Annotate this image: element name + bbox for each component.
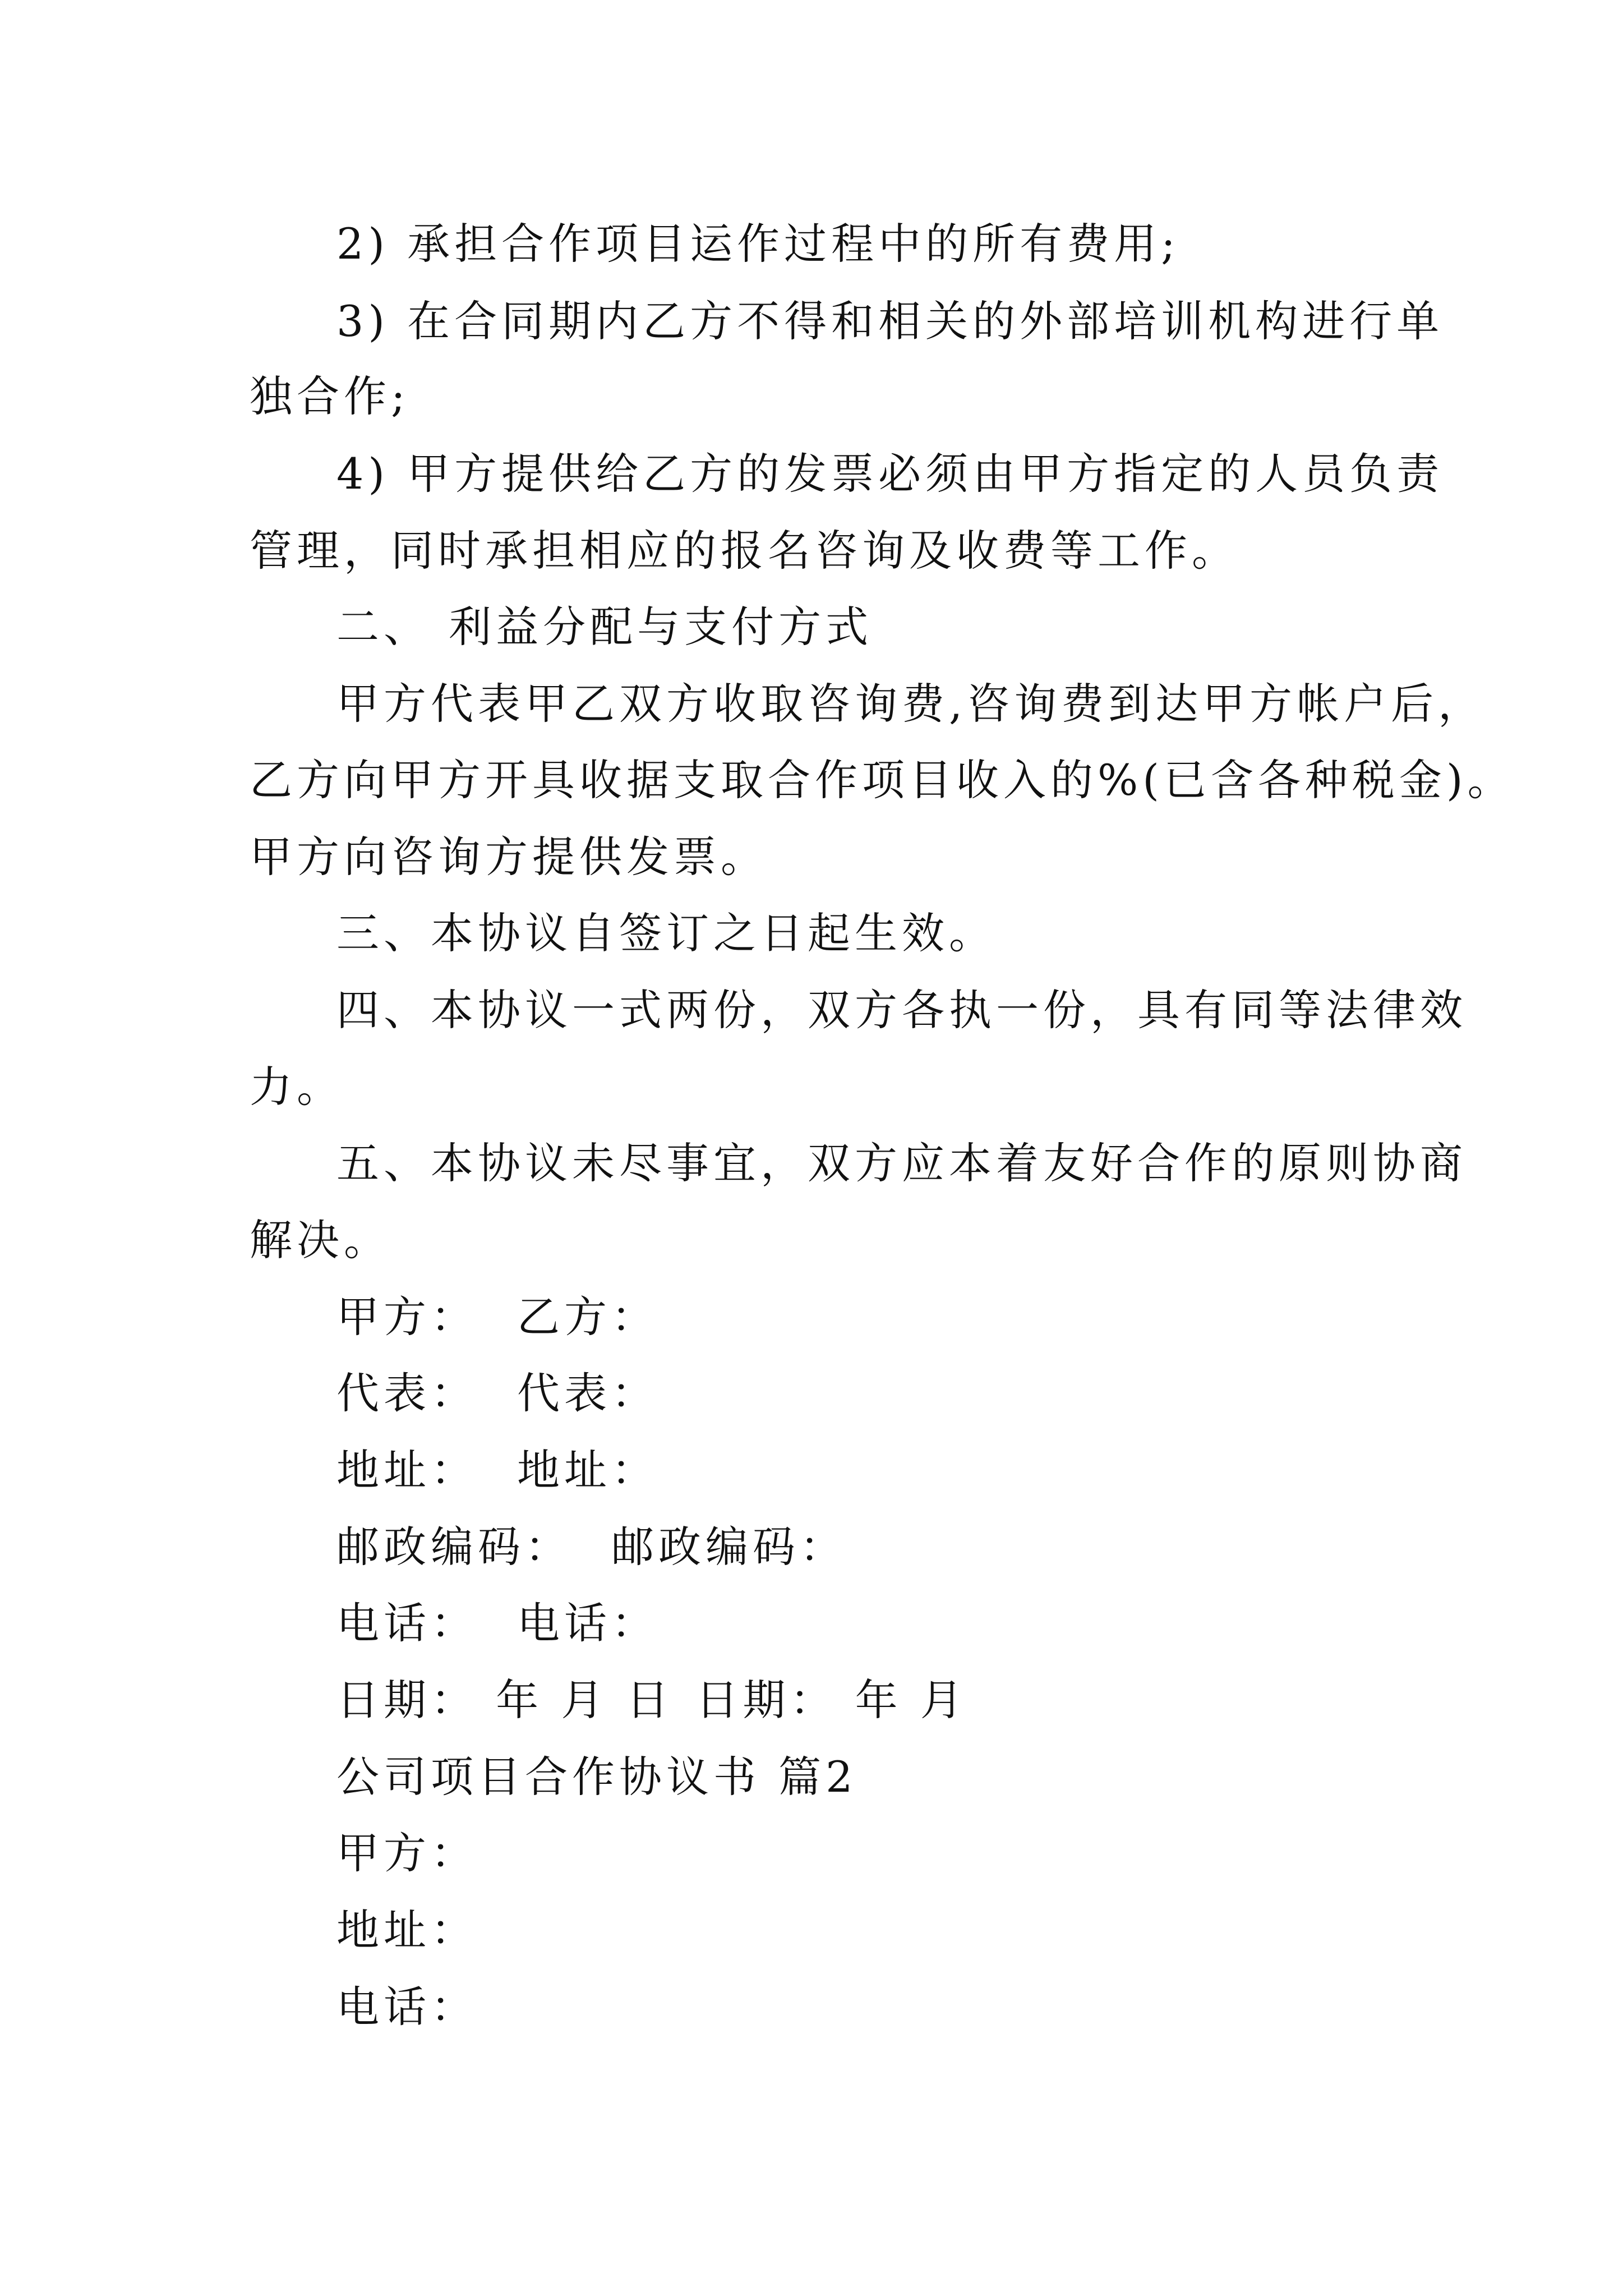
section2-title: 公司项目合作协议书 篇2 [336, 1752, 857, 1802]
clause-line-11: 力。 [250, 1062, 344, 1112]
address-a-label: 地址： [336, 1445, 478, 1495]
phone-a-label: 电话： [336, 1598, 478, 1648]
clause-line-9: 三、本协议自签订之日起生效。 [336, 908, 996, 958]
section2-phone: 电话： [336, 1982, 478, 2032]
section2-party-a: 甲方： [336, 1828, 478, 1878]
signature-address-row [336, 1442, 1481, 1498]
signature-rep-row [336, 1365, 1481, 1421]
rep-a-label: 代表： [336, 1368, 478, 1418]
signature-zip-row [336, 1519, 1481, 1575]
zip-a-label: 邮政编码： [336, 1522, 572, 1572]
party-a-label: 甲方： [336, 1292, 478, 1342]
clause-line-5: 管理，同时承担相应的报名咨询及收费等工作。 [250, 526, 1239, 576]
section2-address: 地址： [336, 1905, 478, 1955]
clause-line-3: 独合作; [250, 371, 410, 421]
signature-phone-row [336, 1595, 1481, 1651]
clause-line-7: 乙方向甲方开具收据支取合作项目收入的%(已含各种税金)。 [250, 755, 1515, 805]
zip-b-label: 邮政编码： [611, 1522, 847, 1572]
clause-line-6: 甲方代表甲乙双方收取咨询费,咨询费到达甲方帐户后， [336, 679, 1486, 729]
party-b-label: 乙方： [517, 1292, 658, 1342]
clause-line-8: 甲方向咨询方提供发票。 [250, 832, 768, 882]
date-a-label: 日期： 年 月 日 [336, 1675, 674, 1725]
section-heading-profit: 二、 利益分配与支付方式 [336, 602, 873, 652]
clause-line-4: 4) 甲方提供给乙方的发票必须由甲方指定的人员负责 [336, 449, 1444, 499]
signature-party-row [336, 1289, 1481, 1345]
clause-line-1: 2) 承担合作项目运作过程中的所有费用; [336, 219, 1180, 269]
clause-line-10: 四、本协议一式两份，双方各执一份，具有同等法律效 [336, 985, 1467, 1035]
phone-b-label: 电话： [517, 1598, 658, 1648]
clause-line-13: 解决。 [250, 1215, 391, 1265]
signature-date-row [336, 1672, 1481, 1728]
date-b-label: 日期： 年 月 [695, 1675, 967, 1725]
clause-line-12: 五、本协议未尽事宜，双方应本着友好合作的原则协商 [336, 1138, 1467, 1188]
clause-line-2: 3) 在合同期内乙方不得和相关的外部培训机构进行单 [336, 296, 1444, 346]
address-b-label: 地址： [517, 1445, 658, 1495]
rep-b-label: 代表： [517, 1368, 658, 1418]
